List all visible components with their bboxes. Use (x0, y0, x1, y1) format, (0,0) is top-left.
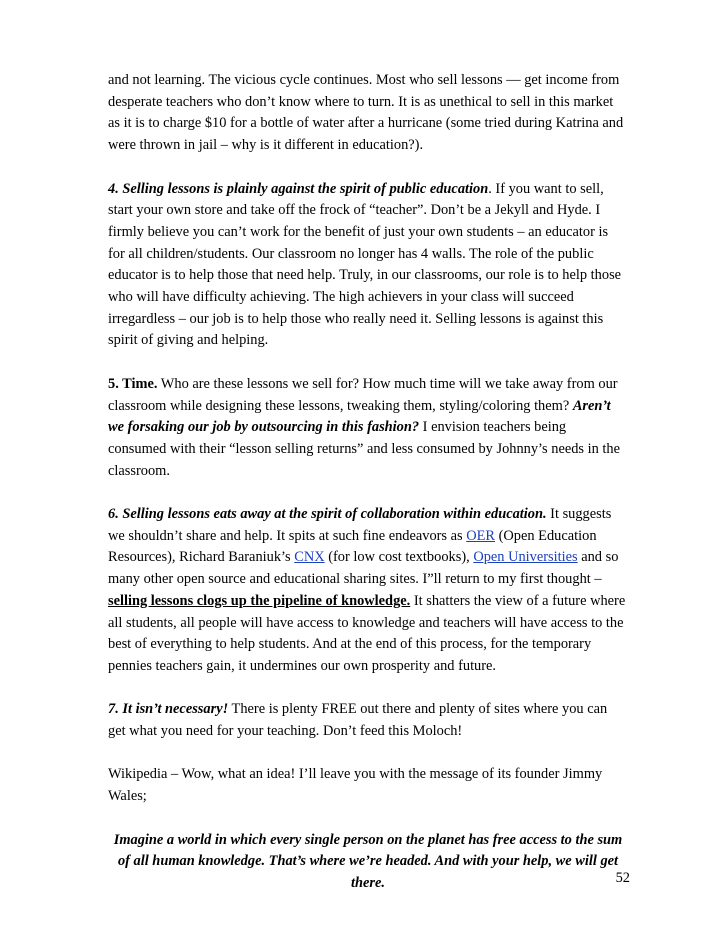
open-universities-link[interactable]: Open Universities (473, 549, 578, 566)
point-5-heading: 5. Time. (108, 375, 158, 392)
page-number: 52 (615, 870, 630, 886)
jimmy-wales-quote: Imagine a world in which every single person on the planet has free access to the sum of all human knowledge. That’s where we’re headed. And with your help, we will get there. (113, 831, 623, 891)
point-4-heading: 4. Selling lessons is plainly against the spirit of public education (108, 180, 489, 197)
point-6-text-1: It suggests we shouldn’t share and help. It spits at such fine endeavors as (108, 506, 612, 544)
point-5-text: Who are these lessons we sell for? How much time will we take away from our classroom while designing these lessons, tweaking them, styling/coloring them? (108, 375, 618, 414)
paragraph-point-5 (108, 374, 628, 483)
point-7-heading: 7. It isn’t necessary! (108, 701, 229, 718)
cnx-link[interactable]: CNX (294, 549, 325, 566)
point-6-text-3: (for low cost textbooks), (324, 549, 474, 566)
point-7-text: There is plenty FREE out there and plenty of sites where you can get what you need for your teaching. Don’t feed this Moloch! (108, 701, 608, 740)
pipeline-statement: selling lessons clogs up the pipeline of knowledge. (108, 592, 411, 609)
point-5-emphasis: Aren’t we forsaking our job by outsourcing in this fashion? (108, 397, 611, 436)
point-5-text-2: I envision teachers being consumed with their “lesson selling returns” and less consumed by Johnny’s needs in the classroom. (108, 419, 620, 479)
point-6-text-2: (Open Education Resources), Richard Baraniuk’s (108, 527, 597, 566)
paragraph-point-6 (108, 504, 628, 678)
oer-link[interactable]: OER (466, 527, 496, 544)
point-6-heading: 6. Selling lessons eats away at the spirit of collaboration within education. (108, 506, 547, 523)
point-4-text: . If you want to sell, start your own store and take off the frock of “teacher”. Don’t be a Jekyll and Hyde. I firmly believe you can’t work for the benefit of just your own students – an educator is for all children/students. Our classroom no longer has 4 walls. The role of the public educator is to help those that need help. Truly, in our classrooms, our role is to help those who will have difficulty achieving. The high achievers in your class will succeed irregardless – our job is to help those who really need it. Selling lessons is against this spirit of giving and helping. (108, 180, 622, 349)
paragraph-intro-text: and not learning. The vicious cycle continues. Most who sell lessons — get income from desperate teachers who don’t know where to turn. It is as unethical to sell in this market as it is to charge $10 for a bottle of water after a hurricane (some tried during Katrina and were thrown in jail – why is it different in education?). (108, 72, 624, 154)
paragraph-point-7 (108, 699, 628, 742)
paragraph-intro (108, 70, 628, 157)
paragraph-wikipedia (108, 764, 628, 807)
document-page (108, 70, 628, 895)
point-6-text-5: It shatters the view of a future where all students, all people will have access to knowledge and teachers will have access to the best of everything to help students. And at the end of this process, for the temporary pennies teachers gain, it undermines our own prosperity and future. (108, 592, 626, 674)
point-6-text-4: and so many other open source and educational sharing sites. I”ll return to my first thought – (108, 549, 619, 588)
paragraph-point-4 (108, 179, 628, 353)
wikipedia-text: Wikipedia – Wow, what an idea! I’ll leave you with the message of its founder Jimmy Wales; (108, 766, 603, 805)
